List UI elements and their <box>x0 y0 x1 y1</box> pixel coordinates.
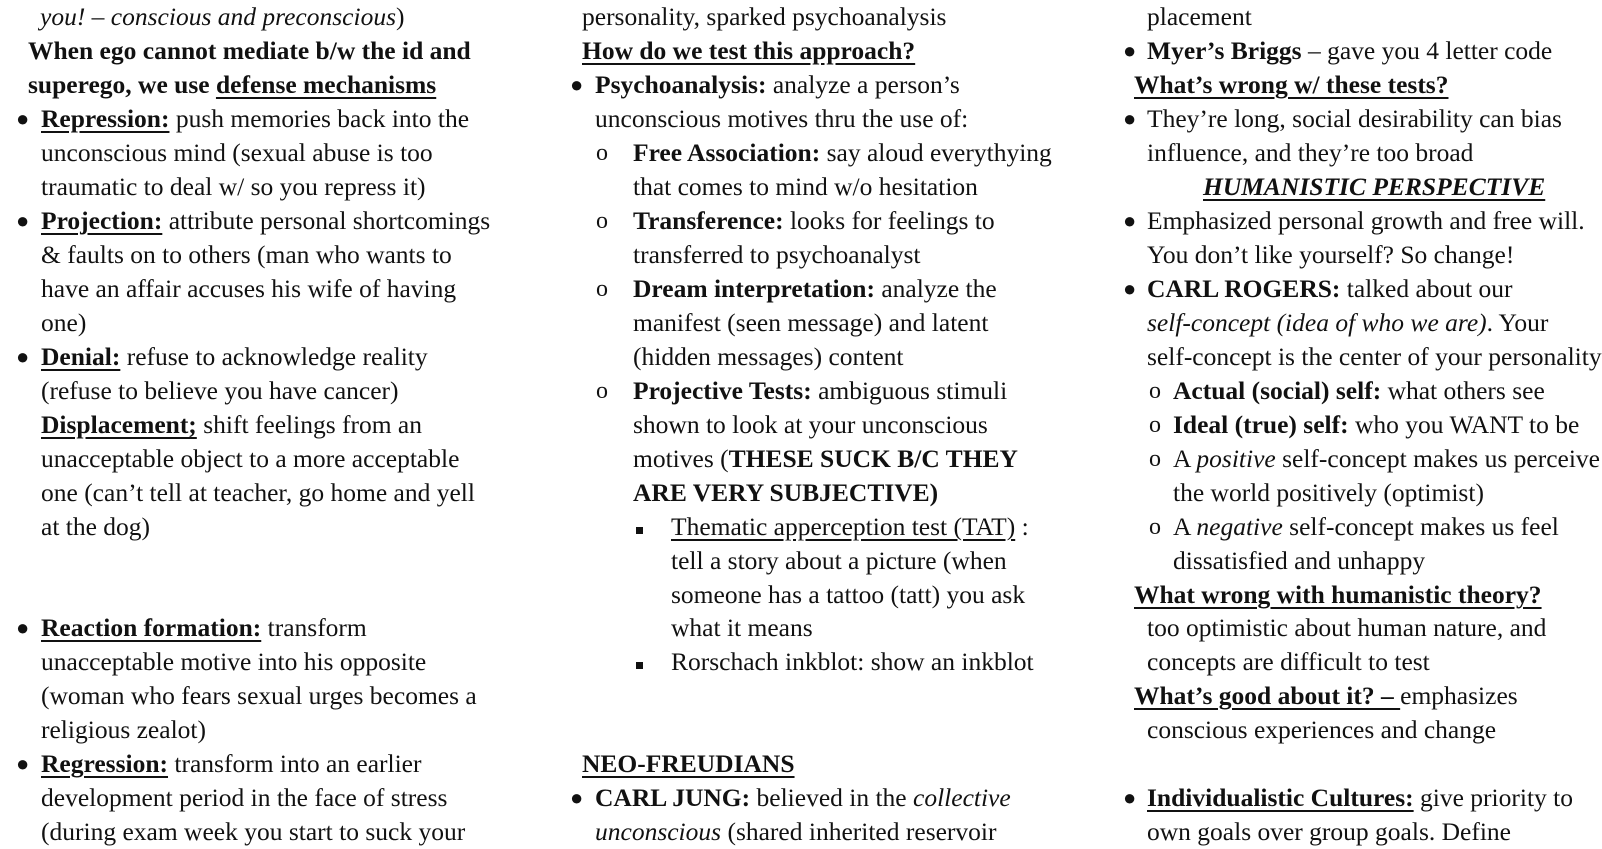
text-line <box>1173 374 1545 408</box>
text-span: manifest (seen message) and latent <box>633 308 989 337</box>
text-line <box>633 374 1007 408</box>
text-span: : <box>1015 512 1029 541</box>
hollow-bullet-icon: o <box>596 208 608 234</box>
text-span: own goals over group goals. Define <box>1147 817 1511 846</box>
text-line <box>41 442 459 476</box>
text-span: religious zealot) <box>41 715 206 744</box>
text-span: you! – conscious and preconscious <box>40 2 396 31</box>
text-line <box>1147 611 1546 645</box>
text-span: unconscious <box>595 817 722 846</box>
text-line <box>1203 170 1545 204</box>
text-span: defense mechanisms <box>215 70 437 99</box>
text-line <box>41 170 426 204</box>
text-span: emphasizes <box>1400 681 1518 710</box>
hollow-bullet-icon: o <box>596 276 608 302</box>
text-line <box>1147 102 1562 136</box>
text-span: Dream interpretation: <box>633 274 875 303</box>
text-span: (refuse to believe you have cancer) <box>41 376 399 405</box>
text-span: Myer’s Briggs <box>1147 36 1302 65</box>
text-span: Displacement; <box>41 410 197 439</box>
text-line <box>41 747 422 781</box>
text-span: who you WANT to be <box>1348 410 1580 439</box>
bullet-icon: ● <box>16 615 30 640</box>
text-span: negative <box>1196 512 1283 541</box>
text-span: refuse to acknowledge reality <box>120 342 428 371</box>
text-span: (hidden messages) content <box>633 342 904 371</box>
text-span: traumatic to deal w/ so you repress it) <box>41 172 426 201</box>
text-span: dissatisfied and unhappy <box>1173 546 1426 575</box>
text-span: have an affair accuses his wife of having <box>41 274 457 303</box>
text-span: superego, we use <box>28 70 216 99</box>
text-line <box>633 272 997 306</box>
text-line <box>633 204 995 238</box>
hollow-bullet-icon: o <box>1149 378 1161 404</box>
text-line <box>1147 306 1548 340</box>
text-line <box>595 102 968 136</box>
text-line <box>633 476 938 510</box>
text-span: someone has a tattoo (tatt) you ask <box>671 580 1026 609</box>
text-line <box>1147 713 1496 747</box>
text-span: one) <box>41 308 87 337</box>
text-span: that comes to mind w/o hesitation <box>633 172 978 201</box>
text-span: ARE VERY SUBJECTIVE) <box>633 478 939 507</box>
hollow-bullet-icon: o <box>1149 412 1161 438</box>
text-span: concepts are difficult to test <box>1147 647 1430 676</box>
text-span: the world positively (optimist) <box>1173 478 1484 507</box>
text-span: talked about our <box>1340 274 1513 303</box>
text-span: You don’t like yourself? So change! <box>1147 240 1515 269</box>
text-line <box>1134 679 1518 713</box>
text-span: How do we test this approach? <box>582 36 916 65</box>
text-line <box>633 340 904 374</box>
text-line <box>633 170 978 204</box>
text-line <box>595 815 997 849</box>
text-span: Individualistic Cultures: <box>1147 783 1414 812</box>
text-span: Actual (social) self: <box>1173 376 1382 405</box>
bullet-icon: ● <box>570 72 584 97</box>
bullet-icon: ● <box>1123 785 1137 810</box>
text-span: CARL JUNG: <box>595 783 751 812</box>
text-span: What’s wrong w/ these tests? <box>1134 70 1449 99</box>
text-line <box>595 781 1011 815</box>
text-line <box>41 408 422 442</box>
text-span: give priority to <box>1413 783 1573 812</box>
text-span: shift feelings from an <box>196 410 423 439</box>
text-span: self-concept makes us perceive <box>1275 444 1600 473</box>
bullet-icon: ● <box>16 106 30 131</box>
text-line <box>41 102 469 136</box>
text-span: Projection: <box>41 206 163 235</box>
notes-column-1 <box>0 0 560 846</box>
text-span: ambiguous stimuli <box>811 376 1008 405</box>
text-span: What wrong with humanistic theory? <box>1134 580 1542 609</box>
text-line <box>1134 68 1448 102</box>
text-span: unconscious motives thru the use of: <box>595 104 969 133</box>
text-line <box>1173 544 1425 578</box>
text-span: too optimistic about human nature, and <box>1147 613 1547 642</box>
text-span: What’s good about it? – <box>1134 681 1401 710</box>
text-span: collective <box>913 783 1011 812</box>
text-line <box>1147 815 1511 849</box>
notes-column-3 <box>1123 0 1602 846</box>
text-span: one (can’t tell at teacher, go home and yell <box>41 478 475 507</box>
text-line <box>671 611 813 645</box>
text-span: NEO-FREUDIANS <box>582 749 795 778</box>
hollow-bullet-icon: o <box>1149 514 1161 540</box>
text-span: CARL ROGERS: <box>1147 274 1341 303</box>
text-span: Thematic apperception test (TAT) <box>671 512 1016 541</box>
text-span: tell a story about a picture (when <box>671 546 1007 575</box>
text-span: what it means <box>671 613 813 642</box>
text-span: Free Association: <box>633 138 821 167</box>
text-line <box>41 510 150 544</box>
text-span: self-concept is the center of your personality <box>1147 342 1602 371</box>
bullet-icon: ● <box>570 785 584 810</box>
square-bullet-icon <box>636 645 643 679</box>
text-span: transferred to psychoanalyst <box>633 240 921 269</box>
text-span: (during exam week you start to suck your <box>41 817 466 846</box>
text-span: . Your <box>1486 308 1549 337</box>
text-span: analyze a person’s <box>766 70 960 99</box>
text-span: transform <box>261 613 367 642</box>
text-line <box>1147 340 1602 374</box>
text-span: – gave you 4 letter code <box>1301 36 1553 65</box>
text-span: Emphasized personal growth and free will. <box>1147 206 1585 235</box>
text-span: unacceptable motive into his opposite <box>41 647 427 676</box>
text-line <box>41 136 433 170</box>
text-line <box>41 476 475 510</box>
text-line <box>1173 442 1600 476</box>
text-span: ) <box>396 2 405 31</box>
text-line <box>1147 645 1430 679</box>
text-line <box>595 68 960 102</box>
text-span: attribute personal shortcomings <box>162 206 491 235</box>
text-line <box>582 34 915 68</box>
text-span: transform into an earlier <box>168 749 422 778</box>
bullet-icon: ● <box>1123 276 1137 301</box>
text-span: shown to look at your unconscious <box>633 410 988 439</box>
text-span: Reaction formation: <box>41 613 262 642</box>
text-line <box>28 68 436 102</box>
text-line <box>671 510 1029 544</box>
text-span: conscious experiences and change <box>1147 715 1497 744</box>
bullet-icon: ● <box>16 751 30 776</box>
text-span: personality, sparked psychoanalysis <box>582 2 947 31</box>
hollow-bullet-icon: o <box>596 140 608 166</box>
text-line <box>582 747 795 781</box>
text-span: When ego cannot mediate b/w the id and <box>28 36 471 65</box>
text-span: believed in the <box>750 783 914 812</box>
hollow-bullet-icon: o <box>596 378 608 404</box>
text-line <box>1147 204 1585 238</box>
text-span: They’re long, social desirability can bias <box>1147 104 1562 133</box>
text-span: push memories back into the <box>169 104 470 133</box>
text-span: positive <box>1196 444 1276 473</box>
text-line <box>28 34 471 68</box>
text-line <box>671 645 1034 679</box>
text-span: Psychoanalysis: <box>595 70 767 99</box>
text-line <box>41 374 399 408</box>
text-line <box>41 204 490 238</box>
bullet-icon: ● <box>1123 208 1137 233</box>
text-line <box>671 578 1025 612</box>
text-line <box>633 306 988 340</box>
text-span: self-concept makes us feel <box>1282 512 1559 541</box>
text-span: at the dog) <box>41 512 151 541</box>
text-span: Repression: <box>41 104 170 133</box>
text-line <box>41 306 86 340</box>
text-line <box>671 544 1007 578</box>
text-span: & faults on to others (man who wants to <box>41 240 452 269</box>
text-line <box>41 238 452 272</box>
text-line <box>1147 34 1552 68</box>
text-line <box>633 442 1018 476</box>
notes-column-2 <box>560 0 1125 846</box>
text-span: THESE SUCK B/C THEY <box>728 444 1018 473</box>
text-line <box>1173 476 1484 510</box>
text-line <box>41 781 447 815</box>
text-span: Transference: <box>633 206 784 235</box>
text-line <box>1173 510 1559 544</box>
text-line <box>41 679 477 713</box>
text-line <box>41 340 428 374</box>
text-line <box>582 0 946 34</box>
text-line <box>1147 136 1473 170</box>
text-line <box>41 645 426 679</box>
text-line <box>41 815 465 849</box>
text-span: Regression: <box>41 749 169 778</box>
text-line <box>1147 781 1573 815</box>
text-span: self-concept (idea of who we are) <box>1147 308 1487 337</box>
text-span: placement <box>1147 2 1252 31</box>
text-line <box>1147 0 1252 34</box>
text-line <box>633 408 988 442</box>
text-span: HUMANISTIC PERSPECTIVE <box>1203 172 1546 201</box>
text-span: say aloud everythying <box>820 138 1052 167</box>
text-span: unacceptable object to a more acceptable <box>41 444 460 473</box>
text-span: influence, and they’re too broad <box>1147 138 1474 167</box>
square-bullet-icon <box>636 510 643 544</box>
text-line <box>1134 578 1542 612</box>
text-line <box>1173 408 1579 442</box>
text-span: development period in the face of stress <box>41 783 448 812</box>
text-span: looks for feelings to <box>783 206 995 235</box>
bullet-icon: ● <box>16 208 30 233</box>
hollow-bullet-icon: o <box>1149 446 1161 472</box>
text-line <box>41 611 367 645</box>
text-span: unconscious mind (sexual abuse is too <box>41 138 433 167</box>
text-line <box>40 0 405 34</box>
text-span: analyze the <box>874 274 997 303</box>
text-line <box>633 136 1052 170</box>
text-span: (woman who fears sexual urges becomes a <box>41 681 477 710</box>
text-line <box>633 238 921 272</box>
text-line <box>41 713 206 747</box>
text-line <box>1147 238 1514 272</box>
text-span: motives ( <box>633 444 729 473</box>
text-span: A <box>1173 444 1197 473</box>
text-line <box>41 272 456 306</box>
bullet-icon: ● <box>1123 106 1137 131</box>
text-span: (shared inherited reservoir <box>721 817 997 846</box>
bullet-icon: ● <box>1123 38 1137 63</box>
text-span: A <box>1173 512 1197 541</box>
bullet-icon: ● <box>16 344 30 369</box>
text-line <box>1147 272 1512 306</box>
text-span: Rorschach inkblot: show an inkblot <box>671 647 1034 676</box>
text-span: Ideal (true) self: <box>1173 410 1349 439</box>
text-span: what others see <box>1381 376 1545 405</box>
text-span: Projective Tests: <box>633 376 812 405</box>
text-span: Denial: <box>41 342 121 371</box>
